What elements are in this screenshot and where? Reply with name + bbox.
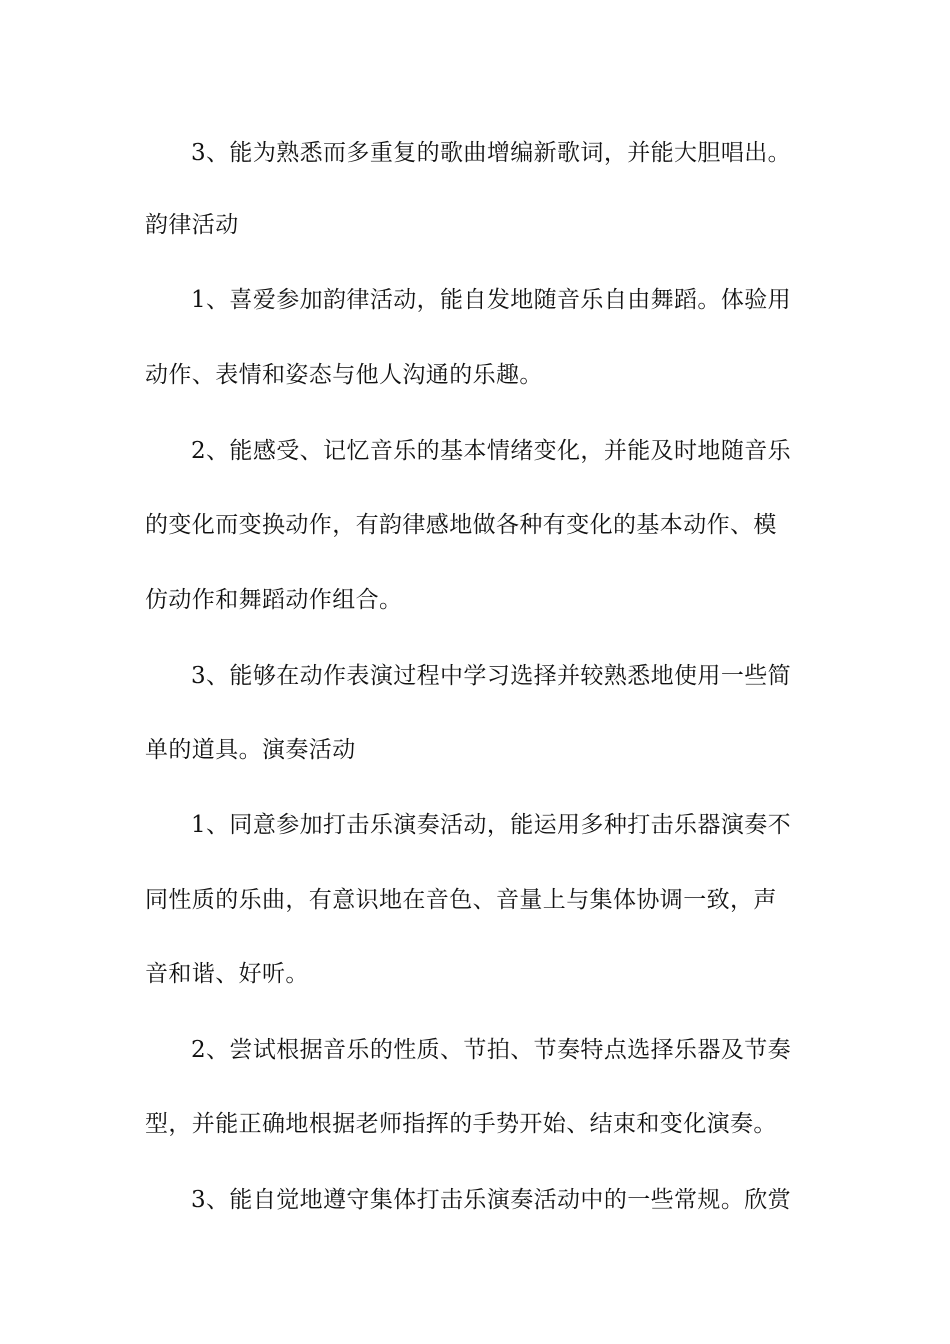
paragraph-line: 2、尝试根据音乐的性质、节拍、节奏特点选择乐器及节奏 [191, 1037, 792, 1063]
paragraph-line: 动作、表情和姿态与他人沟通的乐趣。 [145, 362, 543, 388]
paragraph-line: 3、能自觉地遵守集体打击乐演奏活动中的一些常规。欣赏 [191, 1187, 792, 1213]
paragraph-line: 仿动作和舞蹈动作组合。 [145, 587, 403, 613]
section-heading: 韵律活动 [145, 212, 239, 238]
paragraph-line: 3、能为熟悉而多重复的歌曲增编新歌词，并能大胆唱出。 [191, 140, 792, 166]
paragraph-line: 3、能够在动作表演过程中学习选择并较熟悉地使用一些简 [191, 663, 792, 689]
paragraph-line: 音和谐、好听。 [145, 961, 309, 987]
paragraph-line: 1、同意参加打击乐演奏活动，能运用多种打击乐器演奏不 [191, 812, 792, 838]
paragraph-line: 1、喜爱参加韵律活动，能自发地随音乐自由舞蹈。体验用 [191, 287, 792, 313]
paragraph-line: 单的道具。演奏活动 [145, 737, 356, 763]
paragraph-line: 型，并能正确地根据老师指挥的手势开始、结束和变化演奏。 [145, 1111, 777, 1137]
paragraph-line: 2、能感受、记忆音乐的基本情绪变化，并能及时地随音乐 [191, 438, 792, 464]
paragraph-line: 同性质的乐曲，有意识地在音色、音量上与集体协调一致，声 [145, 887, 777, 913]
paragraph-line: 的变化而变换动作，有韵律感地做各种有变化的基本动作、模 [145, 512, 777, 538]
